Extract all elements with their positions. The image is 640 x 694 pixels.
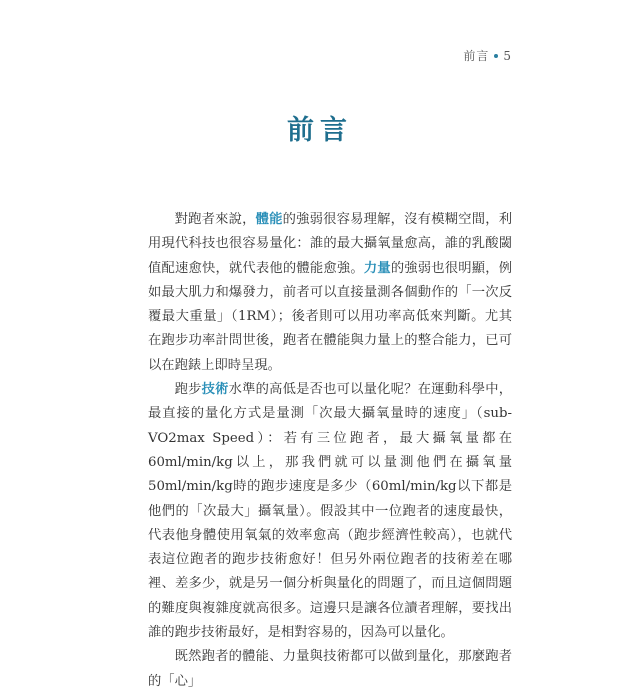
paragraph-text: 的強弱也很明顯，例如最大肌力和爆發力，前者可以直接量測各個動作的「一次反覆最大重量」（1RM）；後者則可以用功率高低來判斷。尤其在跑步功率計問世後，跑者在體能與力量上的整合能力，已可以在跑錶上即時呈現。 [148,260,513,373]
paragraph-text: 既然跑者的體能、力量與技術都可以做到量化，那麼跑者的「心」 [148,649,512,689]
header-section-title: 前言 [463,49,490,63]
paragraph-text: 對跑者來說， [174,212,256,227]
body-paragraph [148,378,512,645]
body-paragraph [148,208,512,378]
running-header [463,47,512,64]
header-bullet-icon [494,54,498,58]
chapter-title: 前言 [287,115,353,146]
paragraph-text: 的強弱很容易理解，沒有模糊空間，利用現代科技也很容易量化：誰的最大攝氧量愈高，誰的乳酸閾值配速愈快，就代表他的體能愈強。 [148,212,513,276]
highlighted-term: 技術 [201,382,229,398]
page-number: 5 [503,48,512,63]
paragraph-text: 水準的高低是否也可以量化呢？在運動科學中，最直接的量化方式是量測「次最大攝氧量時的速度」（sub-VO2max Speed）：若有三位跑者，最大攝氧量都在60ml/min/kg以上，那我們就可以量測他們在攝氧量50ml/min/kg時的跑步速度是多少（60ml/min/kg以下都是他們的「次最大」攝氧量）。假設其中一位跑者的速度最快，代表他身體使用氧氣的效率愈高（跑步經濟性較高），也就代表這位跑者的跑步技術愈好！但另外兩位跑者的技術差在哪裡、差多少，就是另一個分析與量化的問題了，而且這個問題的難度與複雜度就高很多。這邊只是讓各位讀者理解，要找出誰的跑步技術最好，是相對容易的，因為可以量化。 [148,382,513,641]
highlighted-term: 力量 [363,260,391,276]
body-paragraph [148,645,512,694]
highlighted-term: 體能 [255,212,283,227]
body-text [148,208,512,694]
paragraph-text: 跑步 [174,382,202,398]
